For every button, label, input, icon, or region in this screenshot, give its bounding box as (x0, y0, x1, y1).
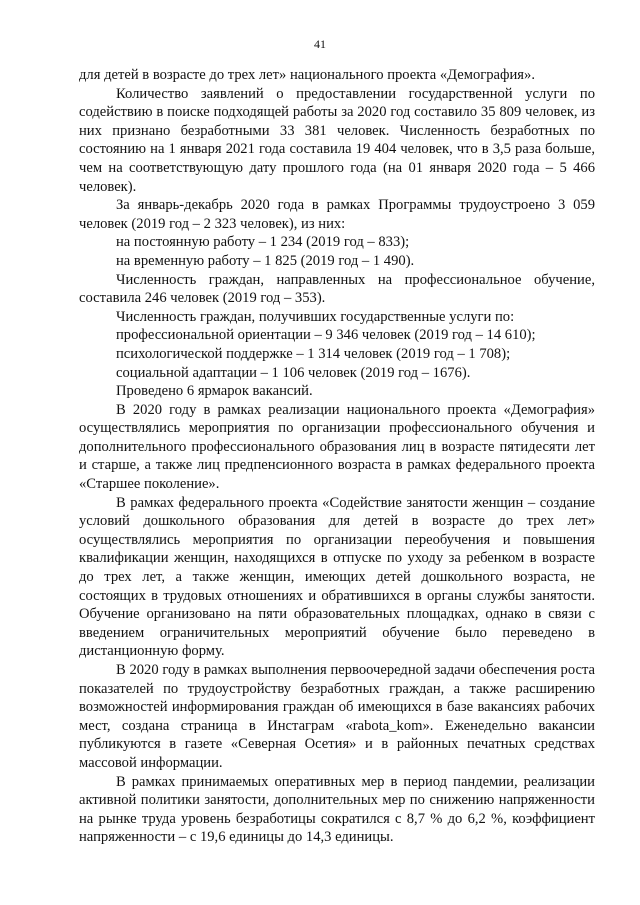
paragraph: Численность граждан, получивших государственные услуги по: (116, 308, 515, 325)
list-item: психологической поддержке – 1 314 человек (2019 год – 1 708); (116, 345, 511, 362)
page-number: 41 (314, 37, 326, 51)
paragraph: В 2020 году в рамках выполнения первоочередной задачи обеспечения роста показателей по трудоустройству безработных граждан, а также расширению возможностей информирования граждан об имеющихся в базе вакансиях рабочих мест, создана страница в Инстаграм «rabota_kom». Еженедельно вакансии публикуются в газете «Северная Осетия» и в районных печатных средствах массовой информации. (79, 662, 595, 771)
list-item: профессиональной ориентации – 9 346 человек (2019 год – 14 610); (116, 327, 536, 344)
document-body (79, 66, 595, 847)
paragraph: В рамках принимаемых оперативных мер в период пандемии, реализации активной политики занятости, дополнительных мер по снижению напряженности на рынке труда уровень безработицы сократился с 8,7 % до 6,2 %, коэффициент напряженности – с 19,6 единицы до 14,3 единицы. (79, 773, 595, 846)
paragraph: Количество заявлений о предоставлении государственной услуги по содействию в поиске подходящей работы за 2020 год составило 35 809 человек, из них признано безработными 33 381 человек. Численность безработных по состоянию на 1 января 2021 года составила 19 404 человек, что в 3,5 раза больше, чем на соответствующую дату прошлого года (на 01 января 2020 года – 5 466 человек). (79, 85, 595, 195)
list-item: на постоянную работу – 1 234 (2019 год – 833); (116, 234, 410, 251)
paragraph: В рамках федерального проекта «Содействие занятости женщин – создание условий дошкольного образования для детей в возрасте до трех лет» осуществлялись мероприятия по организации переобучения и повышения квалификации женщин, находящихся в отпуске по уходу за ребенком в возрасте до трех лет, а также женщин, имеющих детей дошкольного возраста, не состоящих в трудовых отношениях и обратившихся в органы службы занятости. Обучение организовано на пяти образовательных площадках, однако в связи с введением ограничительных мероприятий обучение было переведено в дистанционную форму. (79, 494, 595, 660)
paragraph: За январь-декабрь 2020 года в рамках Программы трудоустроено 3 059 человек (2019 год – 2 323 человек), из них: (79, 197, 595, 232)
paragraph: Численность граждан, направленных на профессиональное обучение, составила 246 человек (2019 год – 353). (79, 271, 595, 307)
list-item: на временную работу – 1 825 (2019 год – 1 490). (116, 252, 415, 269)
list-item: социальной адаптации – 1 106 человек (2019 год – 1676). (116, 364, 471, 381)
paragraph: Проведено 6 ярмарок вакансий. (116, 383, 313, 400)
paragraph: для детей в возрасте до трех лет» национального проекта «Демография». (79, 67, 535, 83)
paragraph: В 2020 году в рамках реализации национального проекта «Демография» осуществлялись мероприятия по организации профессионального обучения и дополнительного профессионального образования лиц в возрасте пятидесяти лет и старше, а также лиц предпенсионного возраста в рамках федерального проекта «Старшее поколение». (79, 401, 595, 493)
